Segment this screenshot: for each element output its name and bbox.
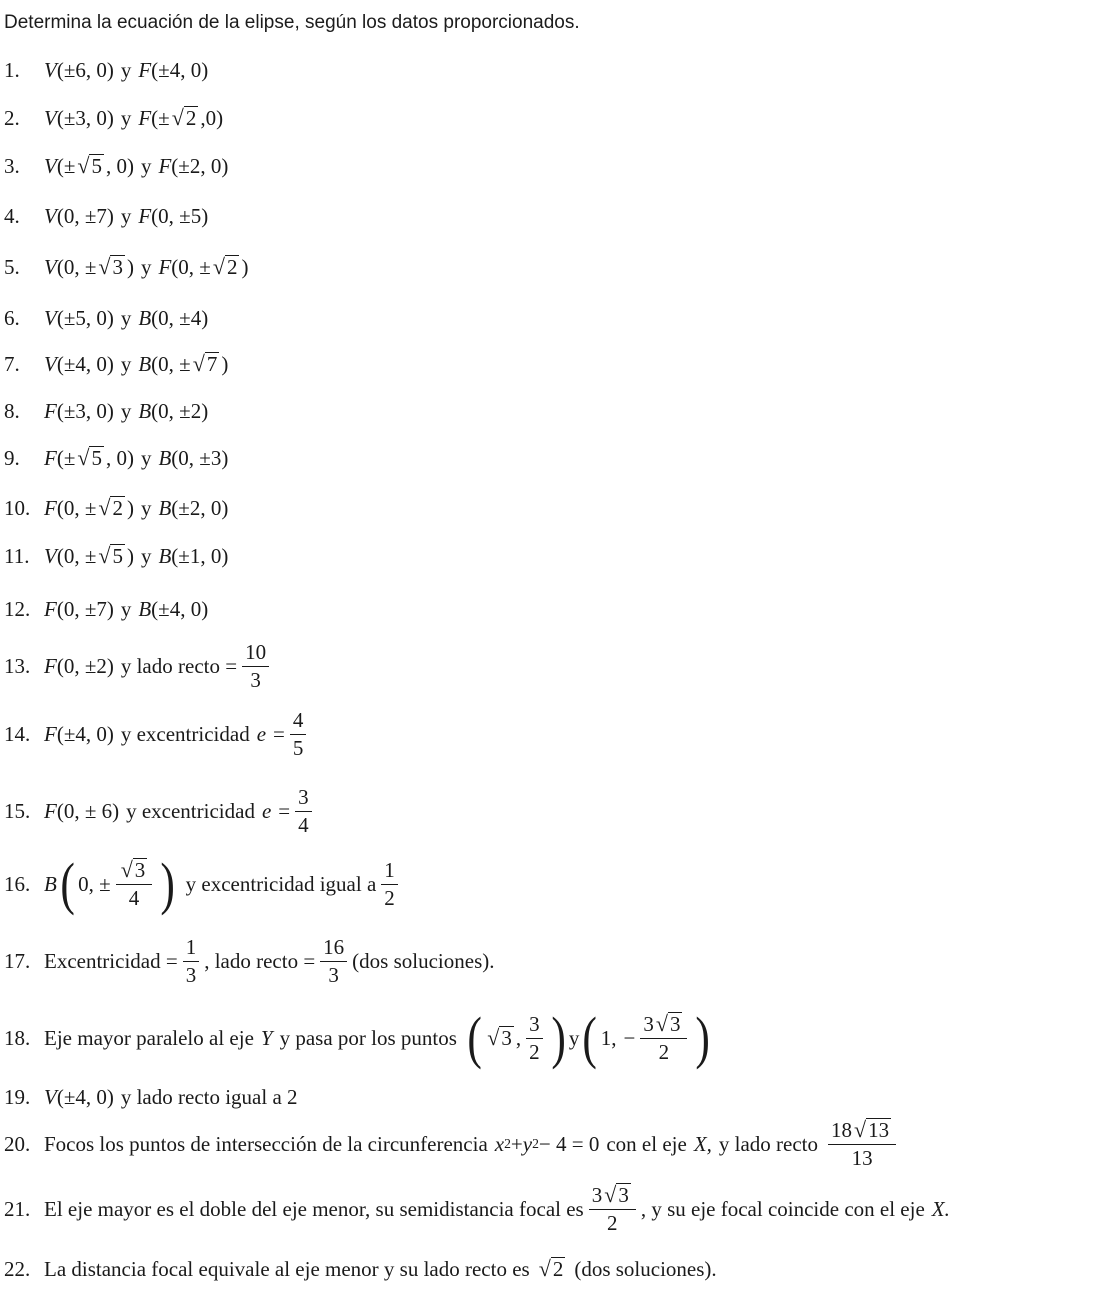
exponent: 2	[532, 1136, 539, 1151]
focus-coords-open: (0, ±	[56, 495, 97, 520]
focus-coords: (±3, 0)	[56, 398, 114, 423]
minor-vertex-coords-close: )	[221, 351, 229, 376]
vertex-label: V	[44, 543, 57, 568]
minor-vertex-label: B	[138, 351, 152, 376]
item-number: 5.	[4, 254, 20, 279]
item-number: 8.	[4, 398, 20, 423]
eccentricity-symbol: e	[261, 798, 272, 823]
condition-text: El eje mayor es el doble del eje menor, su semidistancia focal es	[44, 1196, 584, 1221]
minor-vertex-coords: (0, ±3)	[171, 445, 229, 470]
exercise-2	[4, 98, 223, 138]
vertex-label: V	[44, 254, 57, 279]
fraction: 3 √ 3 2	[640, 1012, 687, 1063]
condition-text: y excentricidad	[120, 721, 250, 746]
exercise-6	[4, 298, 208, 338]
sqrt: √ 2	[538, 1256, 564, 1282]
item-number: 13.	[4, 653, 31, 678]
focus-label: F	[44, 495, 57, 520]
sqrt: √ 13	[854, 1117, 890, 1143]
minor-vertex-label: B	[158, 445, 172, 470]
sqrt: √ 3	[487, 1025, 512, 1051]
item-number: 14.	[4, 721, 31, 746]
sqrt: √ 2	[171, 105, 197, 131]
connector: y	[568, 1025, 580, 1050]
item-number: 1.	[4, 57, 20, 82]
item-number: 16.	[4, 871, 31, 896]
connector: y	[120, 203, 132, 228]
focus-coords-open: (±	[151, 105, 170, 130]
exercise-20	[4, 1114, 901, 1174]
item-number: 2.	[4, 105, 20, 130]
sqrt: √ 7	[192, 351, 218, 377]
equation-rest: − 4 = 0	[538, 1131, 600, 1156]
condition-text: y excentricidad	[126, 798, 255, 823]
item-number: 7.	[4, 351, 20, 376]
condition-text: y lado recto =	[120, 653, 238, 678]
focus-label: F	[44, 721, 57, 746]
focus-coords: (0, ±2)	[56, 653, 114, 678]
item-number: 20.	[4, 1131, 31, 1156]
var-x: x	[494, 1131, 505, 1156]
exercise-7	[4, 344, 228, 384]
condition-text-3: y lado recto	[718, 1131, 819, 1156]
fraction: $\frac{3}{4}$	[295, 785, 312, 836]
focus-coords: (0, ±5)	[151, 203, 209, 228]
exercise-18: 18. Eje mayor paralelo al eje Y y pasa por los puntos ( √ 3 , $\frac{3}{2}$ ) y ( 1, − 3 √ 3 2 )	[4, 1005, 711, 1070]
item-number: 19.	[4, 1084, 31, 1109]
axis-label: Y	[260, 1025, 273, 1050]
minor-vertex-coords: (0, ±2)	[151, 398, 209, 423]
condition-text-2: , y su eje focal coincide con el eje	[640, 1196, 925, 1221]
minor-vertex-label: B	[158, 543, 172, 568]
sqrt: √ 3	[604, 1182, 629, 1208]
item-number: 9.	[4, 445, 20, 470]
item-number: 18.	[4, 1025, 31, 1050]
focus-coords: (0, ±7)	[56, 596, 114, 621]
focus-coords-open: (±	[56, 445, 76, 470]
connector: y	[120, 305, 132, 330]
vertex-label: V	[44, 1084, 57, 1109]
vertex-label: V	[44, 305, 57, 330]
exercise-8	[4, 391, 208, 431]
item-number: 22.	[4, 1256, 31, 1281]
fraction: $\frac{1}{2}$	[381, 858, 398, 909]
exercise-3	[4, 146, 228, 186]
focus-coords: (0, ± 6)	[56, 798, 120, 823]
exercise-13	[4, 638, 274, 694]
exercise-14	[4, 704, 311, 764]
right-paren: )	[551, 1005, 566, 1070]
equals: =	[278, 798, 291, 823]
vertex-coords: (±4, 0)	[56, 351, 114, 376]
condition-text-2: y pasa por los puntos	[279, 1025, 457, 1050]
point-x: 1,	[600, 1025, 617, 1050]
left-paren: (	[60, 851, 75, 916]
exercise-4	[4, 196, 208, 236]
condition-text: y excentricidad igual a	[185, 871, 377, 896]
coords-open: 0, ±	[78, 871, 111, 896]
condition-text: La distancia focal equivale al eje menor y su lado recto es	[44, 1256, 530, 1281]
vertex-coords-open: (0, ±	[56, 254, 97, 279]
item-number: 17.	[4, 948, 31, 973]
vertex-coords: (±4, 0)	[56, 1084, 114, 1109]
focus-label: F	[138, 57, 152, 82]
exercise-9	[4, 438, 228, 478]
fraction: $\frac{1}{3}$	[183, 935, 200, 986]
exponent: 2	[504, 1136, 511, 1151]
focus-coords: (±2, 0)	[171, 153, 229, 178]
item-number: 12.	[4, 596, 31, 621]
vertex-label: V	[44, 351, 57, 376]
vertex-coords-open: (0, ±	[56, 543, 97, 568]
exercise-11	[4, 536, 228, 576]
vertex-label: V	[44, 57, 57, 82]
eccentricity-symbol: e	[256, 721, 267, 746]
vertex-label: V	[44, 153, 57, 178]
vertex-label: V	[44, 105, 57, 130]
minor-vertex-label: B	[138, 398, 152, 423]
connector: y	[140, 153, 152, 178]
condition-text-2: con el eje	[606, 1131, 687, 1156]
exercise-16	[4, 850, 403, 918]
focus-coords-close: )	[241, 254, 249, 279]
focus-label: F	[44, 398, 57, 423]
sqrt: √ 3	[98, 254, 123, 280]
focus-label: F	[44, 653, 57, 678]
focus-label: F	[44, 596, 57, 621]
exercise-17	[4, 932, 495, 990]
focus-label: F	[44, 798, 57, 823]
right-paren: )	[695, 1005, 711, 1070]
item-number: 11.	[4, 543, 30, 568]
exercise-21	[4, 1179, 950, 1239]
connector: y	[140, 445, 152, 470]
focus-label: F	[158, 254, 172, 279]
minor-vertex-label: B	[158, 495, 172, 520]
connector: y	[140, 543, 152, 568]
condition-text: Eje mayor paralelo al eje	[44, 1025, 254, 1050]
minus-sign: −	[623, 1025, 636, 1050]
sqrt: √ 2	[98, 495, 123, 521]
exercise-22	[4, 1249, 717, 1289]
vertex-coords-close: )	[126, 254, 134, 279]
sqrt: √ 3	[655, 1011, 681, 1037]
equals: =	[273, 721, 285, 746]
connector: y	[120, 596, 132, 621]
exercise-5	[4, 247, 248, 287]
sqrt: √ 5	[98, 543, 123, 569]
minor-vertex-label: B	[138, 305, 152, 330]
left-paren: (	[467, 1005, 482, 1070]
exercise-12	[4, 589, 208, 629]
latus-rectum-text: , lado recto =	[204, 948, 316, 973]
solutions-note: (dos soluciones).	[574, 1256, 717, 1281]
connector: y	[120, 398, 132, 423]
minor-vertex-coords: (±2, 0)	[171, 495, 229, 520]
var-y: y	[522, 1131, 533, 1156]
eccentricity-text: Excentricidad =	[44, 948, 178, 973]
focus-coords: (±4, 0)	[151, 57, 209, 82]
sqrt: √ 2	[212, 254, 238, 280]
sqrt: √ 5	[77, 153, 102, 179]
focus-coords: (±4, 0)	[56, 721, 114, 746]
minor-vertex-coords: (±4, 0)	[151, 596, 209, 621]
right-paren: )	[160, 851, 176, 916]
vertex-coords-open: (±	[56, 153, 76, 178]
vertex-coords: (±3, 0)	[56, 105, 114, 130]
minor-vertex-coords-open: (0, ±	[151, 351, 191, 376]
vertex-coords-close: , 0)	[105, 153, 134, 178]
minor-vertex-coords: (0, ±4)	[151, 305, 209, 330]
connector: y	[140, 254, 152, 279]
item-number: 15.	[4, 798, 31, 823]
focus-label: F	[44, 445, 57, 470]
minor-vertex-label: B	[138, 596, 152, 621]
focus-coords-close: ,0)	[200, 105, 224, 130]
sqrt: √ 3	[120, 857, 146, 883]
minor-vertex-label: B	[44, 871, 57, 896]
axis-label: X.	[931, 1196, 950, 1221]
vertex-coords: (±5, 0)	[56, 305, 114, 330]
vertex-label: V	[44, 203, 57, 228]
condition-text: Focos los puntos de intersección de la circunferencia	[44, 1131, 488, 1156]
vertex-coords: (±6, 0)	[56, 57, 114, 82]
item-number: 21.	[4, 1196, 31, 1221]
fraction: $\frac{10}{3}$	[242, 640, 269, 691]
focus-label: F	[158, 153, 172, 178]
focus-coords-close: , 0)	[105, 445, 134, 470]
exercise-1	[4, 50, 208, 90]
vertex-coords: (0, ±7)	[56, 203, 114, 228]
left-paren: (	[582, 1005, 598, 1070]
vertex-coords-close: )	[126, 543, 134, 568]
focus-label: F	[138, 203, 152, 228]
solutions-note: (dos soluciones).	[352, 948, 495, 973]
minor-vertex-coords: (±1, 0)	[171, 543, 229, 568]
axis-label: X,	[693, 1131, 712, 1156]
condition-text: y lado recto igual a 2	[120, 1084, 298, 1109]
fraction: 3 √ 3 2	[589, 1183, 636, 1234]
plus-sign: +	[510, 1131, 523, 1156]
connector: y	[140, 495, 152, 520]
fraction: $\frac{4}{5}$	[290, 708, 307, 759]
connector: y	[120, 105, 132, 130]
exercise-15	[4, 781, 317, 841]
exercise-10	[4, 488, 228, 528]
focus-label: F	[138, 105, 152, 130]
item-number: 4.	[4, 203, 20, 228]
connector: y	[120, 351, 132, 376]
item-number: 10.	[4, 495, 31, 520]
focus-coords-close: )	[126, 495, 134, 520]
fraction: $\frac{16}{3}$	[320, 935, 347, 986]
connector: y	[120, 57, 132, 82]
focus-coords-open: (0, ±	[171, 254, 211, 279]
item-number: 3.	[4, 153, 20, 178]
fraction: 18 √ 13 13	[828, 1118, 896, 1169]
fraction: √ 3 4	[116, 858, 153, 909]
exercise-19	[4, 1077, 298, 1117]
fraction: $\frac{3}{2}$	[526, 1012, 543, 1063]
item-number: 6.	[4, 305, 20, 330]
instruction-heading: Determina la ecuación de la elipse, según los datos proporcionados.	[4, 12, 580, 33]
sqrt: √ 5	[77, 445, 102, 471]
